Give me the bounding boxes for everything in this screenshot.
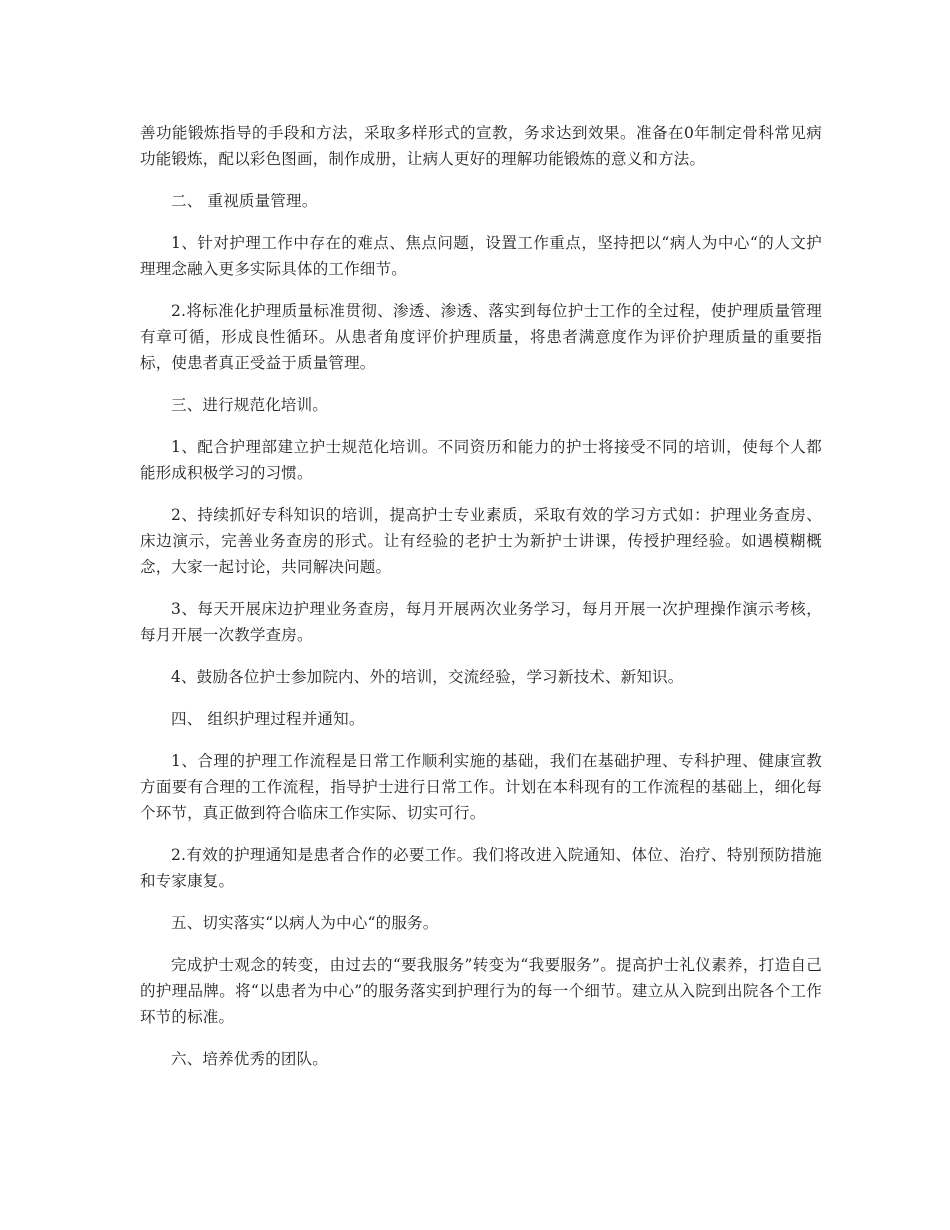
paragraph: 4、鼓励各位护士参加院内、外的培训，交流经验，学习新技术、新知识。: [171, 668, 684, 686]
paragraph: 2、持续抓好专科知识的培训，提高护士专业素质，采取有效的学习方式如：护理业务查房、床边演示，完善业务查房的形式。让有经验的老护士为新护士讲课，传授护理经验。如遇模糊概念，大家一起讨论，共同解决问题。: [140, 506, 822, 576]
paragraph: 2.有效的护理通知是患者合作的必要工作。我们将改进入院通知、体位、治疗、特别预防措施和专家康复。: [140, 846, 822, 890]
paragraph: 1、配合护理部建立护士规范化培训。不同资历和能力的护士将接受不同的培训，使每个人都能形成积极学习的习惯。: [140, 438, 822, 482]
paragraph: 1、针对护理工作中存在的难点、焦点问题，设置工作重点，坚持把以“病人为中心“的人文护理理念融入更多实际具体的工作细节。: [140, 234, 822, 278]
paragraph: 1、合理的护理工作流程是日常工作顺利实施的基础，我们在基础护理、专科护理、健康宣教方面要有合理的工作流程，指导护士进行日常工作。计划在本科现有的工作流程的基础上，细化每个环节，真正做到符合临床工作实际、切实可行。: [140, 752, 822, 822]
section-heading-5: 五、切实落实“以病人为中心“的服务。: [171, 914, 439, 932]
paragraph-continuation: 善功能锻炼指导的手段和方法，采取多样形式的宣教，务求达到效果。准备在0年制定骨科常见病功能锻炼，配以彩色图画，制作成册，让病人更好的理解功能锻炼的意义和方法。: [140, 124, 822, 168]
paragraph: 3、每天开展床边护理业务查房，每月开展两次业务学习，每月开展一次护理操作演示考核，每月开展一次教学查房。: [140, 600, 822, 644]
section-heading-3: 三、进行规范化培训。: [171, 396, 329, 414]
section-heading-2: 二、 重视质量管理。: [171, 192, 318, 210]
section-heading-6: 六、培养优秀的团队。: [171, 1050, 329, 1068]
paragraph: 完成护士观念的转变，由过去的“要我服务”转变为“我要服务”。提高护士礼仪素养，打造自己的护理品牌。将“以患者为中心”的服务落实到护理行为的每一个细节。建立从入院到出院各个工作环节的标准。: [140, 956, 822, 1026]
section-heading-4: 四、 组织护理过程并通知。: [171, 710, 365, 728]
paragraph: 2.将标准化护理质量标准贯彻、渗透、渗透、落实到每位护士工作的全过程，使护理质量管理有章可循，形成良性循环。从患者角度评价护理质量，将患者满意度作为评价护理质量的重要指标，使患者真正受益于质量管理。: [140, 302, 822, 372]
